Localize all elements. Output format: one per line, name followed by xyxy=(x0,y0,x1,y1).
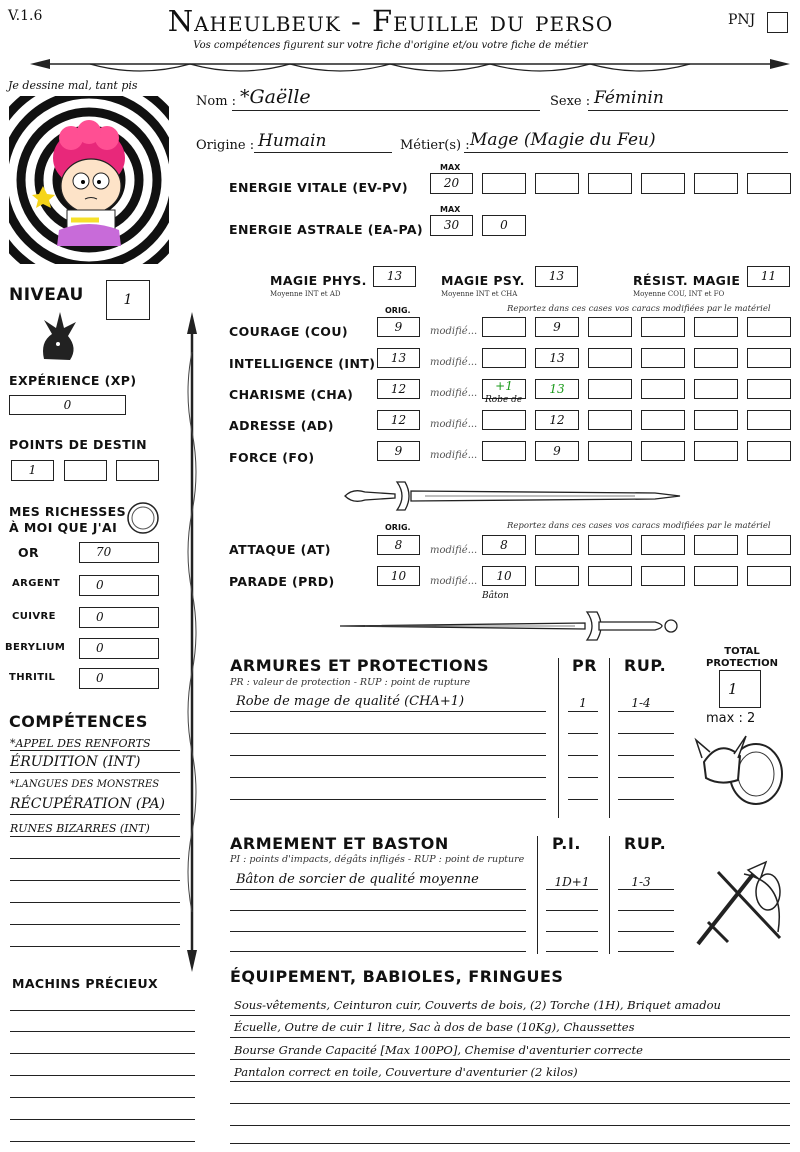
skill-item[interactable]: *APPEL DES RENFORTS xyxy=(10,737,151,750)
destin-box-2[interactable] xyxy=(64,460,107,481)
wealth-argent-label: ARGENT xyxy=(12,578,61,589)
combat-label-at: ATTAQUE (AT) xyxy=(229,542,331,557)
armor-column-divider xyxy=(558,658,559,818)
stat-box[interactable] xyxy=(588,441,632,461)
stat-box[interactable] xyxy=(641,379,685,399)
stat-orig-fo[interactable]: 9 xyxy=(377,441,420,461)
combat-box[interactable] xyxy=(641,566,685,586)
weapon-row-line xyxy=(618,951,674,952)
skill-line xyxy=(10,750,180,751)
combat-note: Reportez dans ces cases vos caracs modifiées par le matériel xyxy=(507,521,771,531)
armor-row-line xyxy=(568,755,598,756)
skill-line xyxy=(10,880,180,881)
metier-field[interactable]: Mage (Magie du Feu) xyxy=(470,130,656,150)
skill-line xyxy=(10,814,180,815)
armor-row-line xyxy=(568,711,598,712)
ev-max-box[interactable]: 20 xyxy=(430,173,473,194)
skill-line xyxy=(10,946,180,947)
stat-box[interactable] xyxy=(694,410,738,430)
richesses-label-2: À MOI QUE J'AI xyxy=(9,520,118,535)
weapons-column-divider xyxy=(609,836,610,954)
version-label: V.1.6 xyxy=(8,8,43,24)
resist-box[interactable]: 11 xyxy=(747,266,790,287)
stat-orig-cou[interactable]: 9 xyxy=(377,317,420,337)
weapon-row-line xyxy=(546,931,598,932)
ev-box-2[interactable] xyxy=(482,173,526,194)
stat-mod-cha[interactable]: +1 xyxy=(482,379,526,399)
resist-note: Moyenne COU, INT et FO xyxy=(633,290,725,298)
stat-modif-label: modifié... xyxy=(430,326,478,337)
spear-vertical-icon xyxy=(182,312,202,972)
stat-box[interactable] xyxy=(588,379,632,399)
wealth-berylium-box[interactable]: 0 xyxy=(79,638,159,659)
combat-orig-prd[interactable]: 10 xyxy=(377,566,420,586)
ev-box-7[interactable] xyxy=(747,173,791,194)
equipment-line[interactable]: Pantalon correct en toile, Couverture d'aventurier (2 kilos) xyxy=(234,1065,578,1079)
wealth-or-label: OR xyxy=(18,545,40,560)
wealth-cuivre-label: CUIVRE xyxy=(12,611,56,622)
ev-box-6[interactable] xyxy=(694,173,738,194)
niveau-box[interactable]: 1 xyxy=(106,280,150,320)
weapons-column-divider xyxy=(537,836,538,954)
nom-field[interactable]: *Gaëlle xyxy=(240,86,311,108)
niveau-label: NIVEAU xyxy=(9,285,84,305)
armor-row-pr[interactable]: 1 xyxy=(579,696,587,710)
armor-row-line xyxy=(618,777,674,778)
stats-orig-label: ORIG. xyxy=(385,306,411,315)
magie-phys-label: MAGIE PHYS. xyxy=(270,273,367,288)
stat-label-cha: CHARISME (CHA) xyxy=(229,387,354,402)
stat-box[interactable] xyxy=(588,348,632,368)
armor-row-line xyxy=(230,777,546,778)
skill-line xyxy=(10,924,180,925)
armor-row-line xyxy=(568,733,598,734)
stat-modif-label: modifié... xyxy=(430,450,478,461)
weapon-row-line xyxy=(230,951,526,952)
total-protection-label-2: PROTECTION xyxy=(706,658,778,669)
precious-line xyxy=(10,1119,195,1120)
stat-final-cha[interactable]: 13 xyxy=(535,379,579,399)
weapon-row-pi[interactable]: 1D+1 xyxy=(554,875,590,889)
magie-psy-label: MAGIE PSY. xyxy=(441,273,525,288)
stats-note: Reportez dans ces cases vos caracs modifiées par le matériel xyxy=(507,304,771,314)
competences-label: COMPÉTENCES xyxy=(9,712,148,731)
armor-row-line xyxy=(568,799,598,800)
combat-box[interactable] xyxy=(588,566,632,586)
skill-item[interactable]: RÉCUPÉRATION (PA) xyxy=(10,796,166,812)
stat-final-int[interactable]: 13 xyxy=(535,348,579,368)
equipment-line[interactable]: Bourse Grande Capacité [Max 100PO], Chemise d'aventurier correcte xyxy=(234,1043,643,1057)
combat-final-at[interactable]: 8 xyxy=(482,535,526,555)
magie-phys-note: Moyenne INT et AD xyxy=(270,290,341,298)
sword-divider-icon xyxy=(335,478,685,514)
stat-modif-label: modifié... xyxy=(430,388,478,399)
stat-box[interactable] xyxy=(588,317,632,337)
xp-label: EXPÉRIENCE (XP) xyxy=(9,373,137,388)
stat-box[interactable] xyxy=(694,379,738,399)
equipment-underline xyxy=(230,1037,790,1038)
precious-label: MACHINS PRÉCIEUX xyxy=(12,976,159,991)
destin-label: POINTS DE DESTIN xyxy=(9,437,148,452)
total-protection-label-1: TOTAL xyxy=(724,646,760,657)
weapons-legend: PI : points d'impacts, dégâts infligés - RUP : point de rupture xyxy=(230,854,525,865)
precious-line xyxy=(10,1097,195,1098)
metier-label: Métier(s) : xyxy=(400,138,470,153)
magie-phys-box[interactable]: 13 xyxy=(373,266,416,287)
weapons-rup-header: RUP. xyxy=(624,834,667,853)
total-protection-max: max : 2 xyxy=(706,711,756,726)
stat-box[interactable] xyxy=(694,348,738,368)
magie-psy-box[interactable]: 13 xyxy=(535,266,578,287)
combat-box[interactable] xyxy=(747,566,791,586)
ea-current-box[interactable]: 0 xyxy=(482,215,526,236)
armor-label: ARMURES ET PROTECTIONS xyxy=(230,656,489,675)
weapon-row-line xyxy=(230,931,526,932)
stat-box[interactable] xyxy=(588,410,632,430)
ea-max-label: MAX xyxy=(440,205,461,214)
equipment-underline xyxy=(230,1125,790,1126)
stat-box[interactable] xyxy=(641,348,685,368)
wealth-cuivre-box[interactable]: 0 xyxy=(79,607,159,628)
precious-line xyxy=(10,1053,195,1054)
stat-box[interactable] xyxy=(747,441,791,461)
armor-row-line xyxy=(618,733,674,734)
ea-label: ENERGIE ASTRALE (EA-PA) xyxy=(229,222,424,237)
skill-line xyxy=(10,772,180,773)
armor-row-line xyxy=(618,755,674,756)
helmet-shield-icon xyxy=(694,728,789,808)
destin-box-3[interactable] xyxy=(116,460,159,481)
origine-underline xyxy=(254,152,392,153)
stat-box[interactable] xyxy=(694,441,738,461)
wealth-thritil-label: THRITIL xyxy=(9,672,56,683)
combat-orig-label: ORIG. xyxy=(385,523,411,532)
stat-label-cou: COURAGE (COU) xyxy=(229,324,348,339)
pnj-label: PNJ xyxy=(728,12,756,28)
skill-line xyxy=(10,858,180,859)
destin-box-1[interactable]: 1 xyxy=(11,460,54,481)
origine-label: Origine : xyxy=(196,138,255,153)
armor-pr-header: PR xyxy=(572,656,598,675)
ev-box-5[interactable] xyxy=(641,173,685,194)
stat-box[interactable] xyxy=(747,348,791,368)
wealth-berylium-label: BERYLIUM xyxy=(5,642,66,653)
weapon-row-line xyxy=(230,910,526,911)
magie-psy-note: Moyenne INT et CHA xyxy=(441,290,518,298)
ev-box-3[interactable] xyxy=(535,173,579,194)
stat-box[interactable] xyxy=(747,379,791,399)
skill-line xyxy=(10,902,180,903)
stat-final-fo[interactable]: 9 xyxy=(535,441,579,461)
weapon-row-line xyxy=(546,889,598,890)
total-protection-box[interactable]: 1 xyxy=(719,670,761,708)
armor-column-divider xyxy=(609,658,610,818)
equipment-underline xyxy=(230,1143,790,1144)
combat-note-prd: Bâton xyxy=(482,591,509,601)
combat-label-prd: PARADE (PRD) xyxy=(229,574,335,589)
equipment-underline xyxy=(230,1081,790,1082)
stat-orig-cha[interactable]: 12 xyxy=(377,379,420,399)
stat-mod-note-cha: Robe de xyxy=(485,395,523,405)
stat-label-fo: FORCE (FO) xyxy=(229,450,315,465)
armor-row-line xyxy=(568,777,598,778)
wealth-thritil-box[interactable]: 0 xyxy=(79,668,159,689)
precious-line xyxy=(10,1031,195,1032)
armor-legend: PR : valeur de protection - RUP : point de rupture xyxy=(230,677,471,688)
stat-modif-label: modifié... xyxy=(430,357,478,368)
sexe-label: Sexe : xyxy=(550,94,591,109)
nom-label: Nom : xyxy=(196,94,237,109)
equipment-underline xyxy=(230,1059,790,1060)
wealth-or-box[interactable]: 70 xyxy=(79,542,159,563)
weapon-row-line xyxy=(546,951,598,952)
weapons-icon xyxy=(688,852,788,952)
dragon-icon xyxy=(34,304,82,364)
stat-orig-ad[interactable]: 12 xyxy=(377,410,420,430)
weapon-row-rup[interactable]: 1-3 xyxy=(631,875,651,889)
page-title: Naheulbeuk - Feuille du perso xyxy=(167,4,614,38)
ev-box-4[interactable] xyxy=(588,173,632,194)
armor-row-line xyxy=(618,711,674,712)
metier-underline xyxy=(464,152,788,153)
equipment-underline xyxy=(230,1103,790,1104)
wealth-argent-box[interactable]: 0 xyxy=(79,575,159,596)
origine-field[interactable]: Humain xyxy=(258,131,327,151)
combat-modif-label: modifié... xyxy=(430,545,478,556)
nom-underline xyxy=(232,110,540,111)
stat-box[interactable] xyxy=(747,317,791,337)
armor-rup-header: RUP. xyxy=(624,656,667,675)
stat-box[interactable] xyxy=(641,317,685,337)
portrait-caption: Je dessine mal, tant pis xyxy=(8,79,138,92)
weapon-row-line xyxy=(618,931,674,932)
stat-mod-cou[interactable] xyxy=(482,317,526,337)
armor-row-line xyxy=(230,755,546,756)
sword-divider-icon xyxy=(335,606,685,646)
pnj-checkbox[interactable] xyxy=(767,12,788,33)
equipment-underline xyxy=(230,1015,790,1016)
stat-final-ad[interactable]: 12 xyxy=(535,410,579,430)
sexe-underline xyxy=(588,110,788,111)
precious-line xyxy=(10,1141,195,1142)
spear-divider-icon xyxy=(0,52,800,80)
stat-label-int: INTELLIGENCE (INT) xyxy=(229,356,376,371)
armor-row-line xyxy=(618,799,674,800)
combat-box[interactable] xyxy=(588,535,632,555)
equipment-label: ÉQUIPEMENT, BABIOLES, FRINGUES xyxy=(230,967,564,986)
weapon-row-line xyxy=(618,889,674,890)
stat-mod-int[interactable] xyxy=(482,348,526,368)
ea-max-box[interactable]: 30 xyxy=(430,215,473,236)
stat-box[interactable] xyxy=(641,441,685,461)
combat-box[interactable] xyxy=(694,535,738,555)
stat-final-cou[interactable]: 9 xyxy=(535,317,579,337)
equipment-line[interactable]: Sous-vêtements, Ceinturon cuir, Couverts de bois, (2) Torche (1H), Briquet amadou xyxy=(234,998,721,1012)
weapon-row-line xyxy=(546,910,598,911)
armor-row-line xyxy=(230,799,546,800)
sexe-field[interactable]: Féminin xyxy=(594,88,664,108)
precious-line xyxy=(10,1010,195,1011)
skill-item[interactable]: RUNES BIZARRES (INT) xyxy=(10,822,150,835)
stat-box[interactable] xyxy=(694,317,738,337)
ev-max-label: MAX xyxy=(440,163,461,172)
armor-row-line xyxy=(230,711,546,712)
richesses-label-1: MES RICHESSES xyxy=(9,504,126,519)
combat-box[interactable] xyxy=(535,566,579,586)
combat-box[interactable] xyxy=(641,535,685,555)
weapon-row-line xyxy=(230,889,526,890)
combat-final-prd[interactable]: 10 xyxy=(482,566,526,586)
combat-orig-at[interactable]: 8 xyxy=(377,535,420,555)
stat-box[interactable] xyxy=(747,410,791,430)
stat-modif-label: modifié... xyxy=(430,419,478,430)
stat-label-ad: ADRESSE (AD) xyxy=(229,418,334,433)
combat-box[interactable] xyxy=(535,535,579,555)
armor-row-name[interactable]: Robe de mage de qualité (CHA+1) xyxy=(236,694,465,709)
portrait-image xyxy=(9,96,169,264)
skill-item[interactable]: ÉRUDITION (INT) xyxy=(10,754,141,770)
weapons-label: ARMEMENT ET BASTON xyxy=(230,834,449,853)
resist-label: RÉSIST. MAGIE xyxy=(633,273,741,288)
armor-row-line xyxy=(230,733,546,734)
stat-orig-int[interactable]: 13 xyxy=(377,348,420,368)
armor-row-rup[interactable]: 1-4 xyxy=(631,696,651,710)
weapon-row-name[interactable]: Bâton de sorcier de qualité moyenne xyxy=(236,872,479,887)
page-subtitle: Vos compétences figurent sur votre fiche d'origine et/ou votre fiche de métier xyxy=(193,40,588,51)
combat-box[interactable] xyxy=(747,535,791,555)
stat-mod-ad[interactable] xyxy=(482,410,526,430)
xp-box[interactable]: 0 xyxy=(9,395,126,415)
combat-box[interactable] xyxy=(694,566,738,586)
equipment-line[interactable]: Écuelle, Outre de cuir 1 litre, Sac à dos de base (10Kg), Chaussettes xyxy=(234,1020,635,1034)
stat-box[interactable] xyxy=(641,410,685,430)
coin-icon xyxy=(126,501,160,535)
skill-line xyxy=(10,836,180,837)
skill-item[interactable]: *LANGUES DES MONSTRES xyxy=(10,779,160,790)
stat-mod-fo[interactable] xyxy=(482,441,526,461)
combat-modif-label: modifié... xyxy=(430,576,478,587)
precious-line xyxy=(10,1075,195,1076)
weapon-row-line xyxy=(618,910,674,911)
ev-label: ENERGIE VITALE (EV-PV) xyxy=(229,180,408,195)
weapons-pi-header: P.I. xyxy=(552,834,581,853)
